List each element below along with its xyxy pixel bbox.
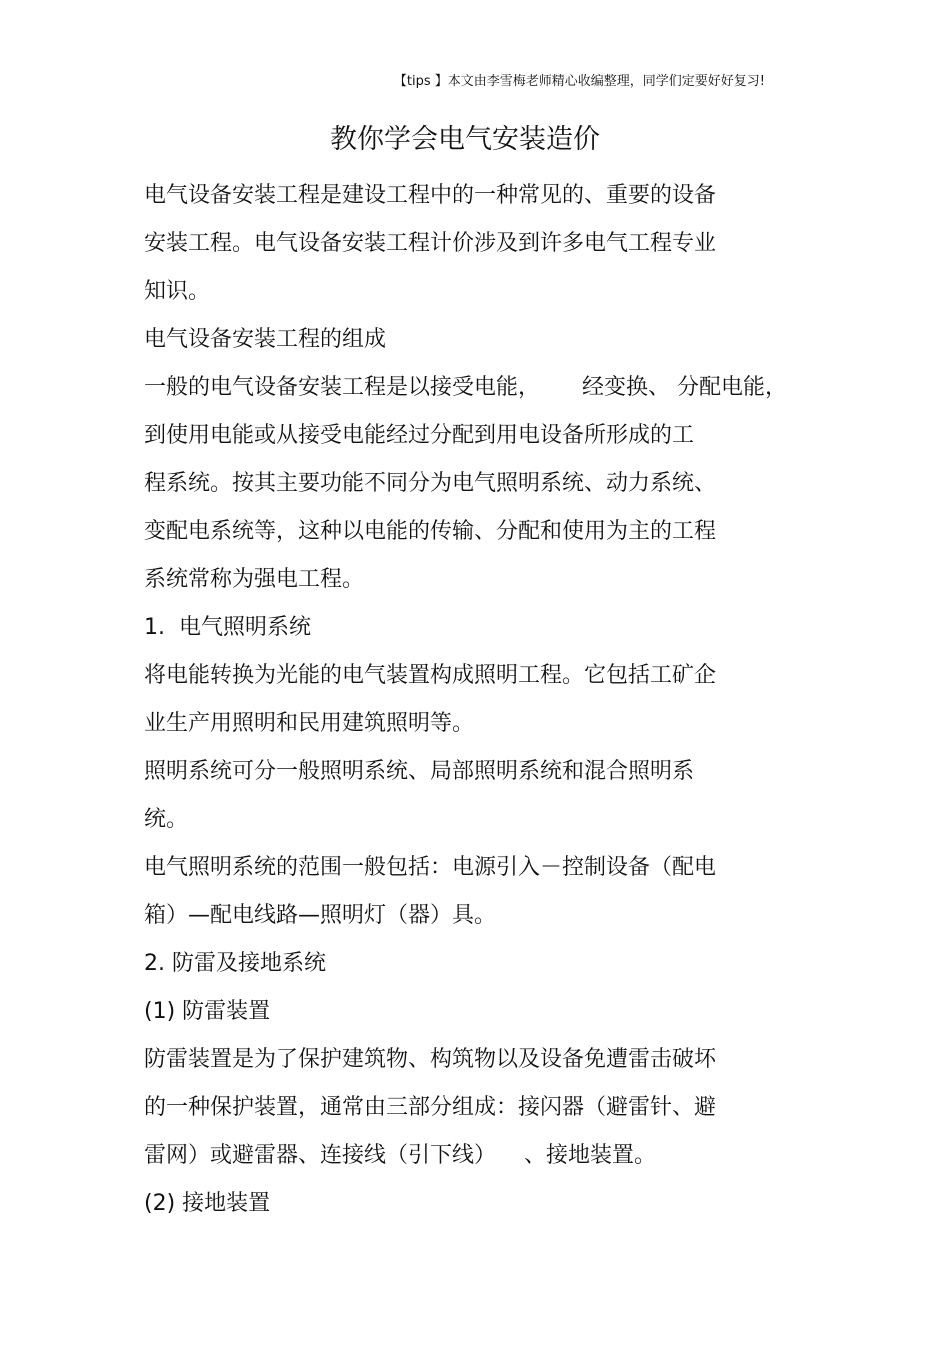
paragraph-line: 电气设备安装工程是建设工程中的一种常见的、重要的设备 [144,183,717,208]
subsection-heading: (2) 接地装置 [144,1191,271,1216]
paragraph-line: 知识。 [144,279,211,304]
paragraph-line: 箱）—配电线路—照明灯（器）具。 [144,903,497,928]
paragraph-line: 业生产用照明和民用建筑照明等。 [144,711,475,736]
paragraph-line: 程系统。按其主要功能不同分为电气照明系统、动力系统、 [144,471,717,496]
paragraph-line: 系统常称为强电工程。 [144,567,365,592]
section-heading: 电气设备安装工程的组成 [144,327,387,352]
paragraph-line: 防雷装置是为了保护建筑物、构筑物以及设备免遭雷击破坏 [144,1047,717,1072]
paragraph-line: 的一种保护装置，通常由三部分组成：接闪器（避雷针、避 [144,1095,717,1120]
section-heading: 1. 电气照明系统 [144,615,311,640]
paragraph-line: 电气照明系统的范围一般包括：电源引入－控制设备（配电 [144,855,717,880]
header-tip: 【tips 】本文由李雪梅老师精心收编整理，同学们定要好好复习! [393,74,765,89]
paragraph-line: 雷网）或避雷器、连接线（引下线） 、接地装置。 [144,1143,656,1168]
paragraph-line: 到使用电能或从接受电能经过分配到用电设备所形成的工 [144,423,695,448]
paragraph-line: 安装工程。电气设备安装工程计价涉及到许多电气工程专业 [144,231,717,256]
section-heading: 2. 防雷及接地系统 [144,951,326,976]
paragraph-line: 将电能转换为光能的电气装置构成照明工程。它包括工矿企 [144,663,717,688]
page-title: 教你学会电气安装造价 [330,124,600,155]
paragraph-line: 照明系统可分一般照明系统、局部照明系统和混合照明系 [144,759,695,784]
paragraph-line: 统。 [144,807,189,832]
paragraph-line: 变配电系统等，这种以电能的传输、分配和使用为主的工程 [144,519,717,544]
paragraph-line: 一般的电气设备安装工程是以接受电能， 经变换、 分配电能， [144,375,787,400]
subsection-heading: (1) 防雷装置 [144,999,271,1024]
